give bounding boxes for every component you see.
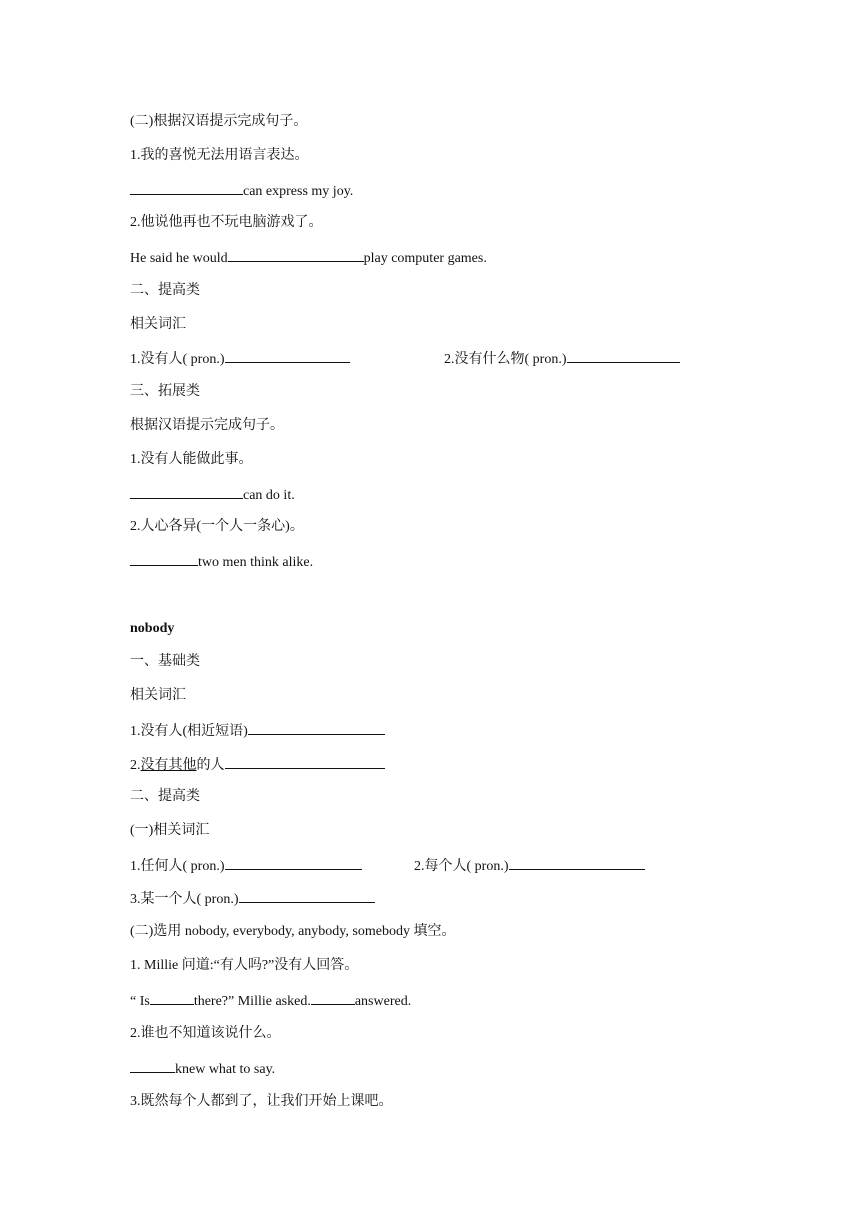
answer-blank[interactable] — [239, 888, 375, 903]
question-english — [130, 247, 487, 269]
question-chinese: 1.没有人能做此事。 — [130, 452, 253, 467]
question-chinese: 2.人心各异(一个人一条心)。 — [130, 519, 304, 534]
vocab-label: 2.每个人( pron.) — [414, 859, 509, 874]
subsection-heading: 相关词汇 — [130, 317, 186, 332]
section-heading: 三、拓展类 — [130, 384, 200, 399]
question-english — [130, 1058, 275, 1080]
answer-blank[interactable] — [311, 990, 355, 1005]
section-heading: 一、基础类 — [130, 654, 200, 669]
vocab-label: 2.没有什么物( pron.) — [444, 352, 567, 367]
question-chinese: 2.谁也不知道该说什么。 — [130, 1026, 281, 1041]
subsection-heading: 相关词汇 — [130, 688, 186, 703]
vocab-label: 1.没有人( pron.) — [130, 352, 225, 367]
answer-blank[interactable] — [225, 754, 385, 769]
section-heading: 二、提高类 — [130, 283, 200, 298]
vocab-item — [414, 855, 645, 877]
answer-blank[interactable] — [130, 1058, 175, 1073]
question-english — [130, 180, 353, 202]
sentence-text: knew what to say. — [175, 1062, 276, 1077]
answer-blank[interactable] — [567, 348, 680, 363]
sentence-text: answered. — [354, 994, 412, 1009]
answer-blank[interactable] — [150, 990, 194, 1005]
section-heading: (二)选用 nobody, everybody, anybody, somebody 填空。 — [130, 924, 456, 939]
word-title: nobody — [130, 621, 175, 636]
section-heading: 二、提高类 — [130, 789, 200, 804]
vocab-label: 1.没有人(相近短语) — [130, 724, 248, 739]
vocab-row — [130, 720, 385, 742]
question-english — [130, 990, 411, 1012]
answer-blank[interactable] — [509, 855, 645, 870]
vocab-row — [130, 348, 730, 370]
section-heading: (二)根据汉语提示完成句子。 — [130, 114, 308, 129]
question-chinese: 3.既然每个人都到了，让我们开始上课吧。 — [130, 1094, 393, 1109]
answer-blank[interactable] — [130, 180, 243, 195]
sentence-text: there?” Millie asked. — [193, 994, 311, 1009]
vocab-label: 3.某一个人( pron.) — [130, 892, 239, 907]
answer-blank[interactable] — [228, 247, 364, 262]
answer-blank[interactable] — [225, 348, 350, 363]
question-chinese: 1. Millie 问道:“有人吗?”没有人回答。 — [130, 958, 359, 973]
sentence-text: play computer games. — [363, 251, 487, 266]
vocab-item — [444, 348, 680, 370]
vocab-row — [130, 754, 385, 776]
vocab-label: 2. — [130, 758, 141, 773]
sentence-text: He said he would — [130, 251, 228, 266]
question-chinese: 2.他说他再也不玩电脑游戏了。 — [130, 215, 323, 230]
sentence-text: two men think alike. — [198, 555, 314, 570]
vocab-label: 1.任何人( pron.) — [130, 859, 225, 874]
answer-blank[interactable] — [225, 855, 362, 870]
vocab-row — [130, 855, 730, 877]
subsection-heading: (一)相关词汇 — [130, 823, 210, 838]
sentence-text: can express my joy. — [243, 184, 354, 199]
sentence-text: can do it. — [243, 488, 295, 503]
answer-blank[interactable] — [248, 720, 385, 735]
answer-blank[interactable] — [130, 551, 198, 566]
subsection-heading: 根据汉语提示完成句子。 — [130, 418, 284, 433]
question-chinese: 1.我的喜悦无法用语言表达。 — [130, 148, 309, 163]
question-english — [130, 551, 313, 573]
vocab-label: 的人 — [196, 758, 225, 773]
underlined-phrase: 没有其他 — [140, 758, 197, 773]
answer-blank[interactable] — [130, 484, 243, 499]
vocab-row — [130, 888, 375, 910]
sentence-text: “ Is — [130, 994, 150, 1009]
question-english — [130, 484, 295, 506]
